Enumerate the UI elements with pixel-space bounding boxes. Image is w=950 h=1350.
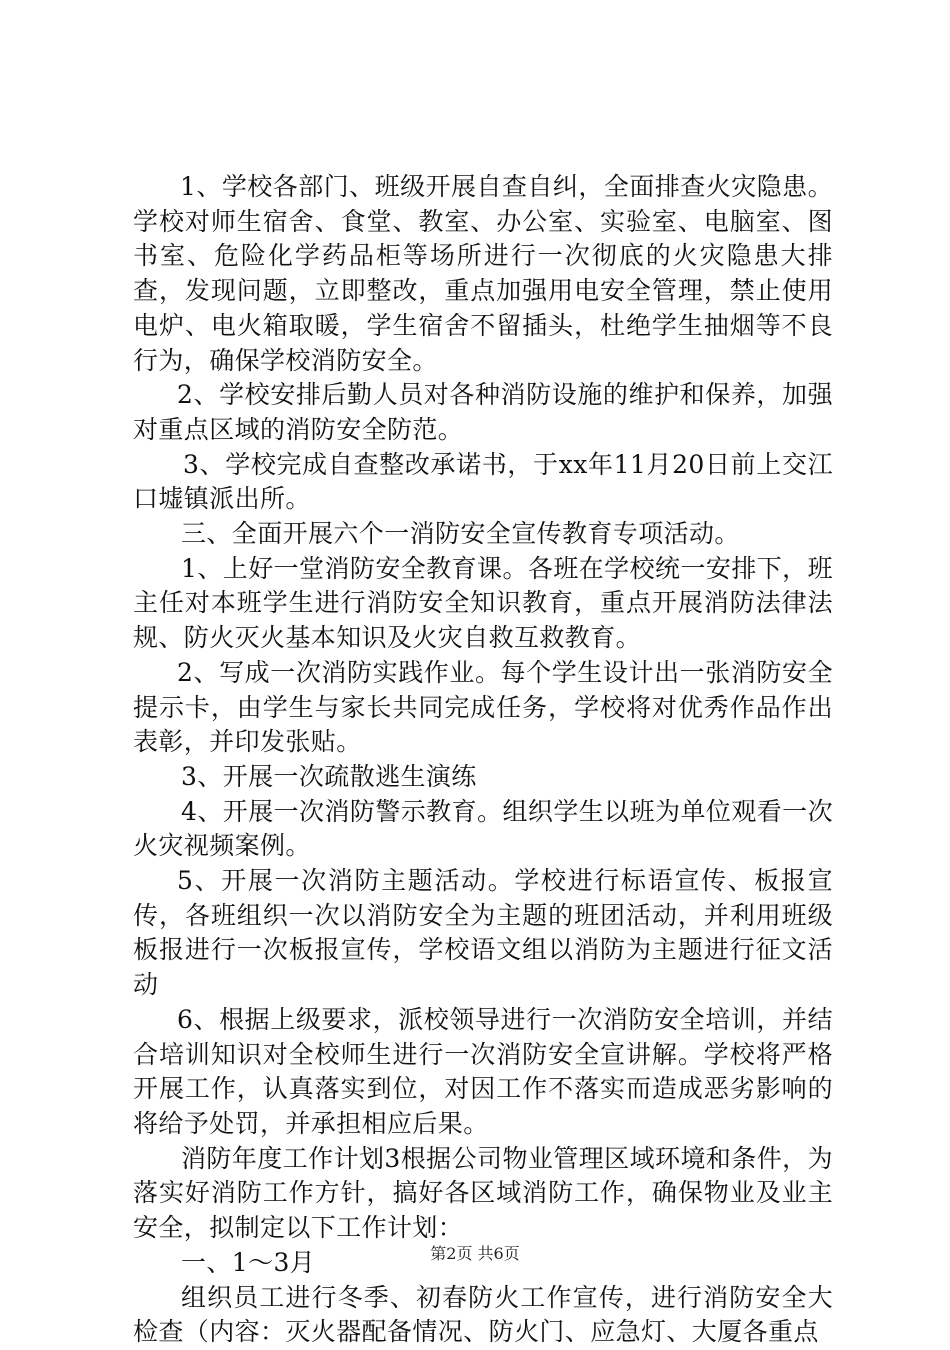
paragraph-practice-homework: 2、写成一次消防实践作业。每个学生设计出一张消防安全提示卡，由学生与家长共同完成任务，学校将对优秀作品作出表彰，并印发张贴。 (133, 657, 833, 757)
section-heading-six-ones: 三、全面开展六个一消防安全宣传教育专项活动。 (181, 519, 740, 549)
paragraph-evacuation-drill: 3、开展一次疏散逃生演练 (181, 761, 477, 791)
paragraph-commitment-letter: 3、学校完成自查整改承诺书，于xx年11月20日前上交江口墟镇派出所。 (133, 449, 833, 514)
paragraph-winter-fire-prevention: 组织员工进行冬季、初春防火工作宣传，进行消防安全大检查（内容：灭火器配备情况、防火门、应急灯、大厦各重点 (133, 1282, 833, 1347)
paragraph-theme-activity: 5、开展一次消防主题活动。学校进行标语宣传、板报宣传，各班组织一次以消防安全为主题的班团活动，并利用班级板报进行一次板报宣传，学校语文组以消防为主题进行征文活动 (133, 866, 833, 1000)
paragraph-self-inspection: 1、学校各部门、班级开展自查自纠，全面排查火灾隐患。学校对师生宿舍、食堂、教室、办公室、实验室、电脑室、图书室、危险化学药品柜等场所进行一次彻底的火灾隐患大排查，发现问题，立即整改，重点加强用电安全管理，禁止使用电炉、电火箱取暖，学生宿舍不留插头，杜绝学生抽烟等不良行为，确保学校消防安全。 (133, 172, 833, 375)
document-body (133, 170, 833, 1350)
paragraph-logistics-maintenance: 2、学校安排后勤人员对各种消防设施的维护和保养，加强对重点区域的消防安全防范。 (133, 380, 833, 444)
paragraph-warning-education: 4、开展一次消防警示教育。组织学生以班为单位观看一次火灾视频案例。 (133, 796, 833, 861)
paragraph-leadership-training: 6、根据上级要求，派校领导进行一次消防安全培训，并结合培训知识对全校师生进行一次消防安全宣讲解。学校将严格开展工作，认真落实到位，对因工作不落实而造成恶劣影响的将给予处罚，并承担相应后果。 (133, 1004, 833, 1138)
paragraph-safety-class: 1、上好一堂消防安全教育课。各班在学校统一安排下，班主任对本班学生进行消防安全知识教育，重点开展消防法律法规、防火灭火基本知识及火灾自救互救教育。 (133, 553, 833, 653)
paragraph-annual-plan-intro: 消防年度工作计划3根据公司物业管理区域环境和条件，为落实好消防工作方针，搞好各区域消防工作，确保物业及业主安全，拟制定以下工作计划： (133, 1143, 833, 1243)
section-heading-jan-mar: 一、1～3月 (181, 1247, 316, 1277)
page-number-footer: 第2页 共6页 (430, 1244, 520, 1263)
